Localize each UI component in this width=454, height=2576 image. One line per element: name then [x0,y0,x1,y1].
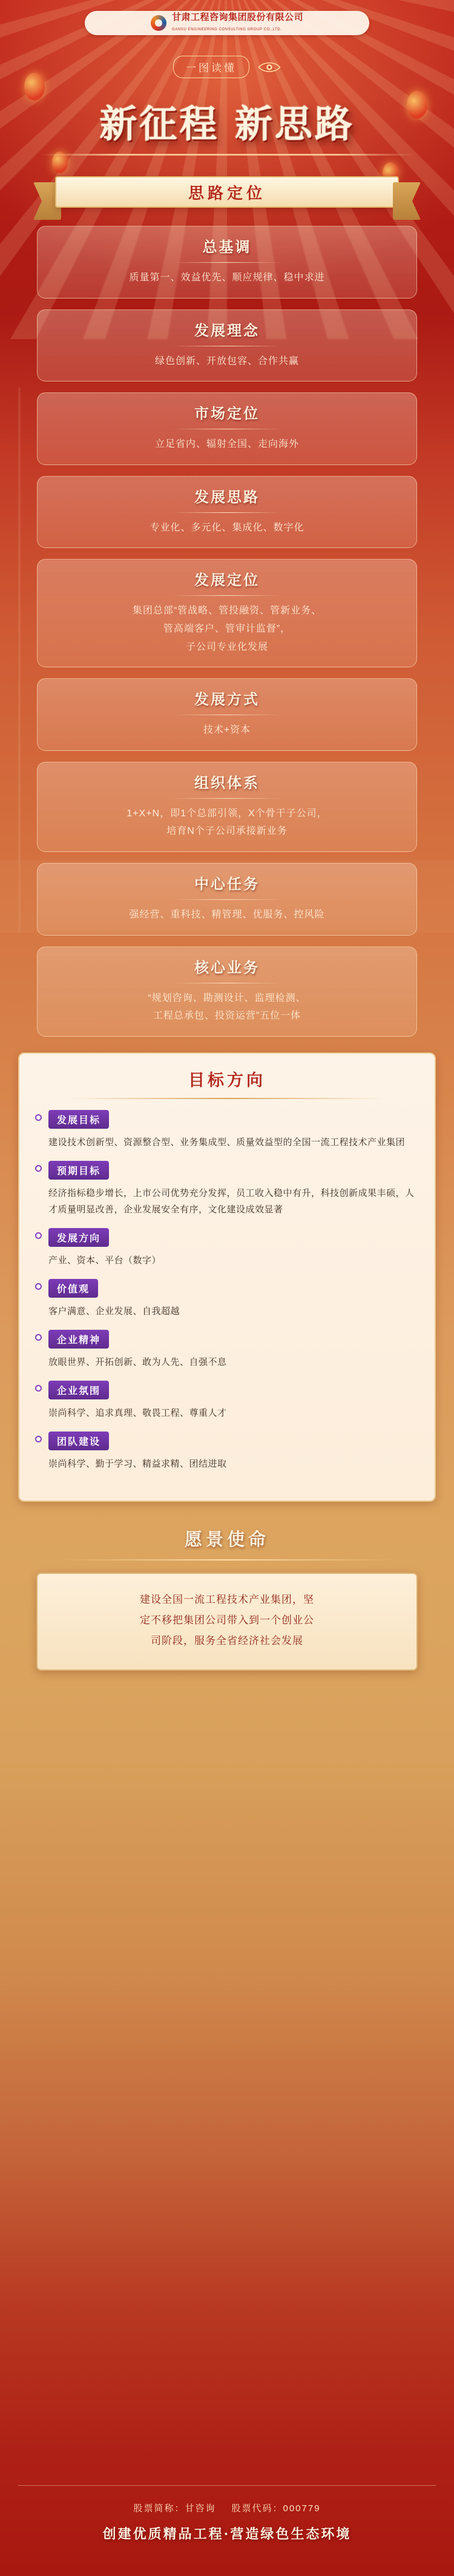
goals-panel [18,1052,436,1502]
idea-card-text [52,352,402,371]
idea-card-title: 总基调 [202,238,252,256]
goal-label: 团队建设 [48,1432,109,1450]
idea-card-divider [173,595,281,596]
stock-name-label: 股票简称： [133,2503,185,2514]
vision-divider [58,1559,396,1560]
goal-item [35,1279,419,1319]
goal-item [35,1161,419,1218]
bullet-dot-icon [35,1165,42,1172]
vision-text [62,1590,392,1651]
idea-card-line: 培育N个子公司承接新业务 [166,826,288,837]
idea-card-title: 组织体系 [194,773,260,791]
idea-card-title: 发展方式 [194,690,260,708]
goal-label: 发展方向 [48,1228,109,1247]
footer-stock-info [0,2502,454,2514]
idea-card-line: 专业化、多元化、集成化、数字化 [150,522,304,533]
company-name-cn: 甘肃工程咨询集团股份有限公司 [171,12,303,23]
idea-card-text [52,435,402,454]
idea-card-line: 子公司专业化发展 [185,641,268,652]
idea-card-line: 强经营、重科技、精管理、优服务、控风险 [129,909,325,920]
idea-card-text [52,721,402,739]
footer-slogan: 创建优质精品工程·营造绿色生态环境 [102,2526,352,2542]
company-logo-bar [85,11,369,35]
section-banner-ideas-label: 思路定位 [188,184,266,203]
idea-card-line: 质量第一、效益优先、顺应规律、稳中求进 [129,272,325,283]
goal-label: 发展目标 [48,1110,109,1129]
vision-box [36,1573,418,1671]
goal-label: 企业精神 [48,1330,109,1349]
idea-card [37,392,417,465]
idea-card-line: 工程总承包、投资运营”五位一体 [153,1011,301,1022]
idea-card-title: 中心任务 [194,874,260,893]
idea-card-text [52,805,402,841]
goal-item [35,1228,419,1269]
idea-card-line: 集团总部“管战略、管投融资、管新业务、 [132,606,322,616]
idea-card [37,946,417,1037]
idea-card-title: 发展理念 [194,321,260,339]
idea-card-title: 发展思路 [194,487,260,506]
kicker-row [0,56,454,78]
idea-card-text [52,519,402,537]
company-name-en: GANSU ENGINEERING CONSULTING GROUP CO.,LTD. [171,28,282,31]
idea-card-line: “规划咨询、勘测设计、监理检测、 [148,992,306,1003]
idea-card-line: 绿色创新、开放包容、合作共赢 [154,355,299,366]
idea-card [37,559,417,667]
idea-card-divider [173,899,281,900]
vision-heading: 愿景使命 [184,1528,269,1550]
bullet-dot-icon [35,1385,42,1392]
goals-heading: 目标方向 [188,1071,266,1090]
idea-card-text [52,989,402,1025]
goal-label: 预期目标 [48,1161,109,1180]
footer-divider [18,2485,436,2486]
idea-card-title: 市场定位 [194,405,260,423]
goals-heading-divider [70,1098,384,1099]
goal-item [35,1432,419,1472]
vision-line: 建设全国一流工程技术产业集团，坚 [140,1593,314,1605]
title-divider [39,154,415,156]
kicker-label: 一图读懂 [173,56,249,78]
idea-card-title: 核心业务 [194,958,260,976]
goal-item [35,1110,419,1151]
bullet-dot-icon [35,1232,42,1239]
idea-card-divider [173,512,281,513]
bullet-dot-icon [35,1436,42,1442]
idea-card [37,678,417,751]
bullet-dot-icon [35,1334,42,1341]
eye-icon [258,60,281,74]
vision-line: 司阶段，服务全省经济社会发展 [151,1634,303,1646]
goal-text: 崇尚科学、勤于学习、精益求精、团结进取 [48,1458,227,1469]
goal-text: 经济指标稳步增长，上市公司优势充分发挥，员工收入稳中有升，科技创新成果丰硕，人才质量明显改善，企业发展安全有序，文化建设成效显著 [48,1187,415,1215]
goal-text: 产业、资本、平台（数字） [48,1255,162,1266]
stock-code-value: 000779 [283,2503,321,2514]
stock-name-value: 甘咨询 [185,2503,216,2514]
goal-text: 建设技术创新型、资源整合型、业务集成型、质量效益型的全国一流工程技术产业集团 [48,1137,406,1148]
idea-card-line: 技术+资本 [203,725,251,736]
goal-item [35,1330,419,1370]
goal-text: 崇尚科学、追求真理、敬畏工程、尊重人才 [48,1407,227,1418]
company-logo-icon [151,15,166,31]
goal-item [35,1381,419,1421]
idea-card [37,476,417,549]
section-banner-ideas [33,176,421,208]
idea-card-list [0,226,454,1037]
page-title: 新征程 新思路 [0,94,454,148]
goal-label: 企业氛围 [48,1381,109,1399]
goal-text: 放眼世界、开拓创新、敢为人先、自强不息 [48,1356,227,1367]
idea-card [37,226,417,299]
stock-code-label: 股票代码： [231,2503,283,2514]
idea-card-text [52,906,402,924]
idea-card-title: 发展定位 [194,571,260,589]
idea-card-text [52,269,402,287]
idea-card [37,863,417,936]
goal-text: 客户满意、企业发展、自我超越 [48,1306,180,1316]
idea-card [37,762,417,852]
goal-label: 价值观 [48,1279,98,1298]
idea-card [37,309,417,382]
idea-card-divider [173,798,281,799]
idea-card-line: 立足省内、辐射全国、走向海外 [154,439,299,450]
company-name-block [172,13,303,33]
idea-card-line: 管高端客户、管审计监督”， [163,623,291,634]
idea-card-divider [173,262,281,263]
idea-card-text [52,602,402,656]
footer [0,2485,454,2576]
vision-line: 定不移把集团公司带入到一个创业公 [140,1614,314,1626]
bullet-dot-icon [35,1114,42,1121]
bullet-dot-icon [35,1283,42,1290]
idea-card-line: 1+X+N，即1个总部引领，X个骨干子公司， [127,808,327,819]
